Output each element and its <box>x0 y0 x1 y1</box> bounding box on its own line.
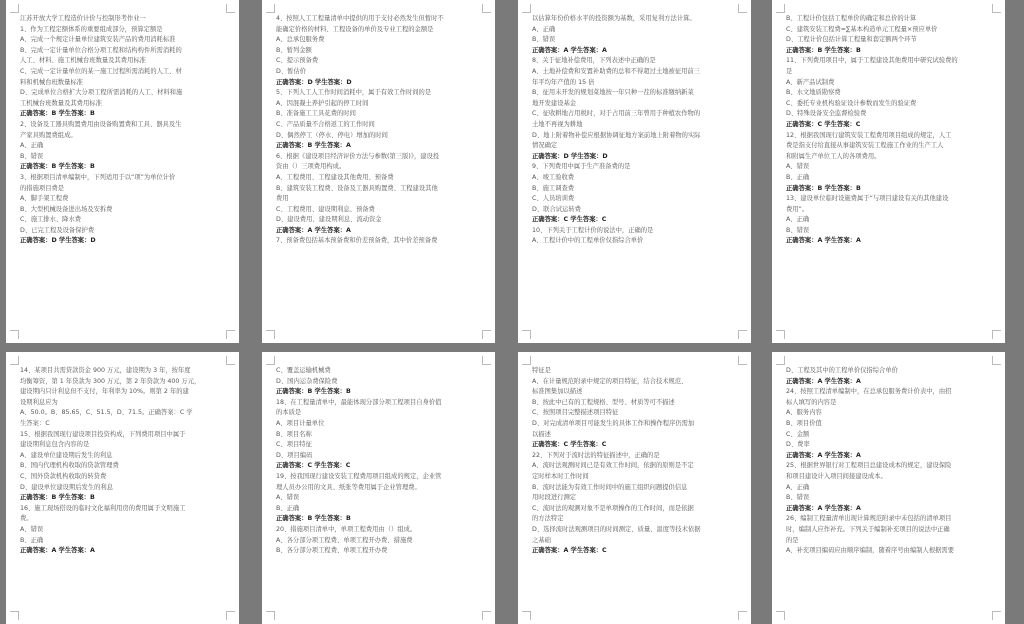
document-page-8 <box>772 352 1005 624</box>
text-line: A、完成一个规定计量单位建筑安装产品的费用消耗标准 <box>20 36 176 44</box>
crop-mark <box>226 4 235 13</box>
crop-mark <box>266 330 275 339</box>
text-line: 正确答案：A 学生答案：A <box>276 226 351 234</box>
text-line: 正确答案：D 学生答案：D <box>20 237 96 245</box>
text-line: 正确答案：A 学生答案：A <box>532 46 607 54</box>
text-line: 正确答案：A 学生答案：A <box>786 504 861 512</box>
crop-mark <box>10 330 19 339</box>
text-line: C、委托专业机构验证设计参数而发生的验证费 <box>786 99 917 107</box>
text-line: A、土地补偿费和安置补助费的总和不得超过土地被征用前三 <box>532 67 701 75</box>
text-line: B、各分部分项工程费、单项工程开办费 <box>276 547 388 555</box>
text-line: 正确答案：B 学生答案：B <box>786 46 861 54</box>
crop-mark <box>482 356 491 365</box>
text-line: 4、按照人工工程量清单中提供的用于支付必然发生但暂时不 <box>276 15 444 22</box>
text-line: B、正确 <box>276 504 300 512</box>
crop-mark <box>522 611 531 620</box>
text-line: 生答案：C <box>20 419 50 427</box>
text-line: A、工程计价中的工程单价仅指综合单价 <box>532 237 644 245</box>
text-line: 正确答案：C 学生答案：C <box>786 120 861 128</box>
text-line: D、工程及其中的工程单价仅指综合单价 <box>786 367 898 374</box>
text-line: B、错误 <box>20 152 44 160</box>
text-line: 资由（）三项费用构成。 <box>276 163 346 171</box>
text-line: A、流时法观测时间已是有效工作时间，依据的原则是不定 <box>532 462 694 470</box>
text-line: 24、按照工程清单编制中，在总承包服务费计价表中，由招 <box>786 388 952 396</box>
text-line: D、工程计价包括计算工程量和套定额两个环节 <box>786 36 917 44</box>
text-line: 和附属生产单位工人的各项费用。 <box>786 152 881 160</box>
document-page-3 <box>518 0 751 343</box>
text-line: 费。 <box>20 515 33 523</box>
text-line: 土地不再视为耕地 <box>532 120 583 128</box>
text-line: 正确答案：A 学生答案：A <box>786 377 861 385</box>
text-line: D、费率 <box>786 441 810 449</box>
text-line: 22、下列对于流时法的特征描述中，正确的是 <box>532 451 660 459</box>
text-line: 19、按我国现行建设安装工程费用项目组成的规定，企业管 <box>276 472 442 480</box>
text-line: 正确答案：B 学生答案：B <box>276 515 351 523</box>
text-line: D、偶然停工（停水、停电）增加的时间 <box>276 131 388 139</box>
text-line: 11、下列费用项目中，属于工程建设其他费用中研究试验费的 <box>786 57 958 65</box>
text-line: 14、某项目共需贷款资金 900 万元，建设期为 3 年，按年度 <box>20 367 191 374</box>
crop-mark <box>226 611 235 620</box>
text-line: 建设期内只计利息但不支付，年利率为 10%。则第 2 年的建 <box>20 388 189 396</box>
text-line: 以描述 <box>532 430 551 438</box>
text-line: 费是指支付给直接从事建筑安装工程施工作业的生产工人 <box>786 142 944 150</box>
text-line: 建设期利息包含内容的是 <box>20 441 90 449</box>
text-line: 15、根据我国现行建设项目投资构成，下列费用项目中属于 <box>20 430 186 438</box>
text-line: A、50.0。B、85.65，C、51.5，D、71.5。正确答案：C 学 <box>20 409 193 417</box>
text-line: 正确答案：D 学生答案：D <box>532 152 608 160</box>
text-line: C、人员培训费 <box>532 195 575 203</box>
text-line: A、正确 <box>786 483 810 491</box>
text-line: 情况确定 <box>532 142 558 150</box>
text-line: 6、根据《建设项目经济评价方法与参数(第三版)》，建设投 <box>276 152 440 160</box>
text-line: 20、措施项目清单中，单项工程费用由（）组成。 <box>276 525 417 533</box>
text-line: D、联合试运转费 <box>532 205 581 213</box>
text-line: D、建设单位建设期后发生的利息 <box>20 483 114 491</box>
crop-mark <box>482 330 491 339</box>
text-line: B、错误 <box>786 226 810 234</box>
text-line: 定时样本时工作时间 <box>532 472 589 480</box>
text-line: 以估算年份价格水平的投资额为基数，采用复利方法计算。 <box>532 15 696 22</box>
text-line: A、补充项目编码应由顺序编制，随着序号由编制人根据需要 <box>786 547 955 555</box>
crop-mark <box>738 356 747 365</box>
text-line: B、征用未开发的规划菜地按一年只种一茬的标准缴纳新菜 <box>532 89 694 97</box>
text-line: C、建筑安装工程费=∑基本构造单元工程量×预应单价 <box>786 25 938 33</box>
crop-mark <box>738 330 747 339</box>
text-line: 之基础 <box>532 536 551 544</box>
text-line: B、错误 <box>786 494 810 502</box>
text-line: A、新产品试制费 <box>786 78 835 86</box>
text-line: B、工程计价包括工程单价的确定和总价的计算 <box>786 15 917 22</box>
text-line: 费用”。 <box>786 205 809 213</box>
text-line: 标准图集加以描述 <box>532 388 583 396</box>
crop-mark <box>738 4 747 13</box>
crop-mark <box>992 356 1001 365</box>
text-line: 的方法特定 <box>532 515 564 523</box>
text-line: B、准备施工工具花费的时间 <box>276 110 356 118</box>
text-line: 能确定价格的材料、工程设备的单价及专业工程的金额是 <box>276 25 434 33</box>
document-page-1 <box>6 0 239 343</box>
text-line: 正确答案：A 学生答案：C <box>532 547 607 555</box>
text-line: B、施工调查费 <box>532 184 575 192</box>
text-line: 正确答案：B 学生答案：B <box>20 110 95 118</box>
text-line: 13、建设单位临时设施费属于“与项目建设有关的其他建设 <box>786 195 949 203</box>
text-line: 正确答案：B 学生答案：B <box>20 163 95 171</box>
crop-mark <box>992 4 1001 13</box>
text-line: A、各分部分项工程费、单项工程开办费、措施费 <box>276 536 413 544</box>
crop-mark <box>266 356 275 365</box>
text-line: 正确答案：A 学生答案：A <box>20 547 95 555</box>
text-line: C、施工排水、降水费 <box>20 216 82 224</box>
crop-mark <box>522 4 531 13</box>
crop-mark <box>776 4 785 13</box>
text-line: 8、关于征地补偿费用，下列表述中正确的是 <box>532 57 656 65</box>
crop-mark <box>522 356 531 365</box>
text-line: D、对完成清单项目可能发生的具体工作和操作程序仍需加 <box>532 419 695 427</box>
text-line: 标人填写的内容是 <box>786 398 837 406</box>
text-line: A、错误 <box>786 163 810 171</box>
crop-mark <box>10 356 19 365</box>
text-line: C、产品质量不合格返工的工作时间 <box>276 120 375 128</box>
text-line: B、项目名称 <box>276 430 312 438</box>
text-line: 16、施工现场搭设的临时文化福利用房的费用属于文明施工 <box>20 504 186 512</box>
text-line: 12、根据我国现行建筑安装工程费用项目组成的规定，人工 <box>786 131 952 139</box>
text-line: A、错误 <box>276 494 300 502</box>
text-line: C、流时法的观测对象不是单项操作的工作时间，而是依据 <box>532 504 694 512</box>
text-line: 的是 <box>786 536 799 544</box>
text-line: C、金额 <box>786 430 810 438</box>
text-line: C、覆盖运输机械费 <box>276 367 331 374</box>
text-line: 人工、材料、施工机械台班数量及其费用标准 <box>20 57 146 65</box>
text-line: A、错误 <box>20 525 44 533</box>
text-line: A、因混凝土养护引起的停工时间 <box>276 99 369 107</box>
crop-mark <box>10 611 19 620</box>
crop-mark <box>226 330 235 339</box>
text-line: A、建设单位建设期后发生的利息 <box>20 451 113 459</box>
text-line: D、国内运杂费保险费 <box>276 377 338 385</box>
text-line: 理人员办公用的文具、纸张等费用属于企业管理费。 <box>276 483 421 491</box>
document-page-6 <box>262 352 495 624</box>
text-line: 特征是 <box>532 367 551 374</box>
text-line: 产家具购置费组成。 <box>20 131 77 139</box>
text-line: 年平均年产值的 15 倍 <box>532 78 595 86</box>
crop-mark <box>776 356 785 365</box>
text-line: 地开发建设基金 <box>532 99 577 107</box>
text-line: B、大型机械设备进出场及安拆费 <box>20 205 113 213</box>
text-line: C、国外贷款机构收取的转贷费 <box>20 472 107 480</box>
text-line: 正确答案：B 学生答案：B <box>20 494 95 502</box>
text-line: A、竣工验收费 <box>532 173 575 181</box>
text-line: B、暂列金额 <box>276 46 312 54</box>
text-line: B、正确 <box>20 536 44 544</box>
text-line: A、服务内容 <box>786 409 822 417</box>
text-line: A、正确 <box>786 216 810 224</box>
text-line: 正确答案：A 学生答案：A <box>786 237 861 245</box>
text-line: A、总承包服务费 <box>276 36 325 44</box>
crop-mark <box>10 4 19 13</box>
text-line: 料和机械台班数量标准 <box>20 78 83 86</box>
text-line: 18、在工程量清单中，最能体现分部分项工程项目自身价值 <box>276 398 442 406</box>
crop-mark <box>738 611 747 620</box>
text-line: 的措施项目费是 <box>20 184 65 192</box>
text-line: C、按照项目完整描述项目特征 <box>532 409 619 417</box>
text-line: B、流时法能为有效工作时间中的施工组织问题提供信息 <box>532 483 688 491</box>
crop-mark <box>776 330 785 339</box>
crop-mark <box>226 356 235 365</box>
text-line: 正确答案：D 学生答案：D <box>276 78 352 86</box>
document-page-2 <box>262 0 495 343</box>
text-line: D、建设费用、建设期利息、流动资金 <box>276 216 382 224</box>
text-line: D、完成单位合格扩大分项工程所需消耗的人工、材料和施 <box>20 89 183 97</box>
text-line: 用时段进行测定 <box>532 494 577 502</box>
text-line: 25、根据世界银行对工程项目总建设成本的规定，建设保险 <box>786 462 952 470</box>
text-line: 26、编制工程量清单出现计算规范附录中未包括的清单项目 <box>786 515 952 523</box>
text-line: 正确答案：C 学生答案：C <box>532 216 607 224</box>
text-line: B、按此中已有的工程规格、型号、材质等可不描述 <box>532 398 675 406</box>
text-line: D、地上附着物补偿应根据协调征地方案前地上附着物的实际 <box>532 131 701 139</box>
text-line: B、项目价值 <box>786 419 822 427</box>
text-line: A、在计量规范附录中规定的项目特征，结合技术规范、 <box>532 377 688 385</box>
text-line: 均衡筹资，第 1 年贷款为 300 万元，第 2 年贷款为 400 万元， <box>20 377 201 385</box>
crop-mark <box>266 611 275 620</box>
crop-mark <box>522 330 531 339</box>
text-line: A、正确 <box>20 142 44 150</box>
text-line: B、错误 <box>532 36 556 44</box>
crop-mark <box>992 330 1001 339</box>
text-line: 9、下列费用中属于生产准备费的是 <box>532 163 631 171</box>
text-line: D、项目编码 <box>276 451 313 459</box>
text-line: 5、下列人工人工作时间消耗中，属于有效工作时间的是 <box>276 89 432 97</box>
text-line: B、国内代理机构收取的贷款管理费 <box>20 462 119 470</box>
text-line: D、选择流时法观测项目的时间测定、质量、温度等技术依据 <box>532 525 701 533</box>
text-line: C、提示预备费 <box>276 57 319 65</box>
document-page-4 <box>772 0 1005 343</box>
document-page-5 <box>6 352 239 624</box>
crop-mark <box>266 4 275 13</box>
text-line: 费用 <box>276 195 289 203</box>
text-line: B、建筑安装工程费、设备及工器具购置费、工程建设其他 <box>276 184 438 192</box>
text-line: D、暂估价 <box>276 67 307 75</box>
text-line: 7、预备费包括基本预备费和价差预备费，其中价差预备费 <box>276 237 438 245</box>
text-line: A、项目计量单位 <box>276 419 325 427</box>
text-line: 是 <box>786 67 793 75</box>
text-line: 正确答案：B 学生答案：B <box>786 184 861 192</box>
crop-mark <box>482 4 491 13</box>
text-line: A、工程费用、工程建设其他费用、预备费 <box>276 173 394 181</box>
text-line: 3、根据项目清单编制中，下列适用于以“项”为单位计价 <box>20 173 176 181</box>
text-line: 正确答案：B 学生答案：A <box>276 142 351 150</box>
text-line: A、脚手架工程费 <box>20 195 69 203</box>
text-line: D、已完工程及设备保护费 <box>20 226 95 234</box>
text-line: 设期利息应为 <box>20 398 58 406</box>
text-line: 2、设备及工器具购置费用由设备购置费和工具、器具及生 <box>20 120 182 128</box>
document-page-7 <box>518 352 751 624</box>
text-line: C、完成一定计量单位的某一施工过程所需消耗的人工、材 <box>20 67 182 75</box>
text-line: A、正确 <box>532 25 556 33</box>
text-line: B、完成一定计量单位合格分项工程和结构构件所需消耗的 <box>20 46 182 54</box>
crop-mark <box>992 611 1001 620</box>
text-line: 1、作为工程定额体系的重要组成部分，预算定额是 <box>20 25 163 33</box>
text-line: C、工程费用、建设期利息、预备费 <box>276 205 375 213</box>
text-line: 时，编制人应作补充。下列关于编制补充项目的说法中正确 <box>786 525 950 533</box>
text-line: 江苏开放大学工程造价计价与控制形考作业一 <box>20 15 146 22</box>
text-line: 和项目建设计入项目间接建设成本。 <box>786 472 887 480</box>
text-line: 正确答案：A 学生答案：A <box>786 451 861 459</box>
crop-mark <box>776 611 785 620</box>
text-line: B、正确 <box>786 173 810 181</box>
text-line: C、项目特征 <box>276 441 312 449</box>
text-line: D、特殊设备安全监督检验费 <box>786 110 867 118</box>
text-line: C、征收耕地占用税时，对于占用前三年曾用于种植农作物的 <box>532 110 701 118</box>
text-line: 的本质是 <box>276 409 302 417</box>
crop-mark <box>482 611 491 620</box>
text-line: B、水文地质勘察费 <box>786 89 841 97</box>
text-line: 正确答案：C 学生答案：C <box>276 462 351 470</box>
text-line: 正确答案：C 学生答案：C <box>532 441 607 449</box>
text-line: 正确答案：B 学生答案：B <box>276 388 351 396</box>
text-line: 10、下列关于工程计价的说法中，正确的是 <box>532 226 654 234</box>
text-line: 工机械台班数量及其费用标准 <box>20 99 102 107</box>
